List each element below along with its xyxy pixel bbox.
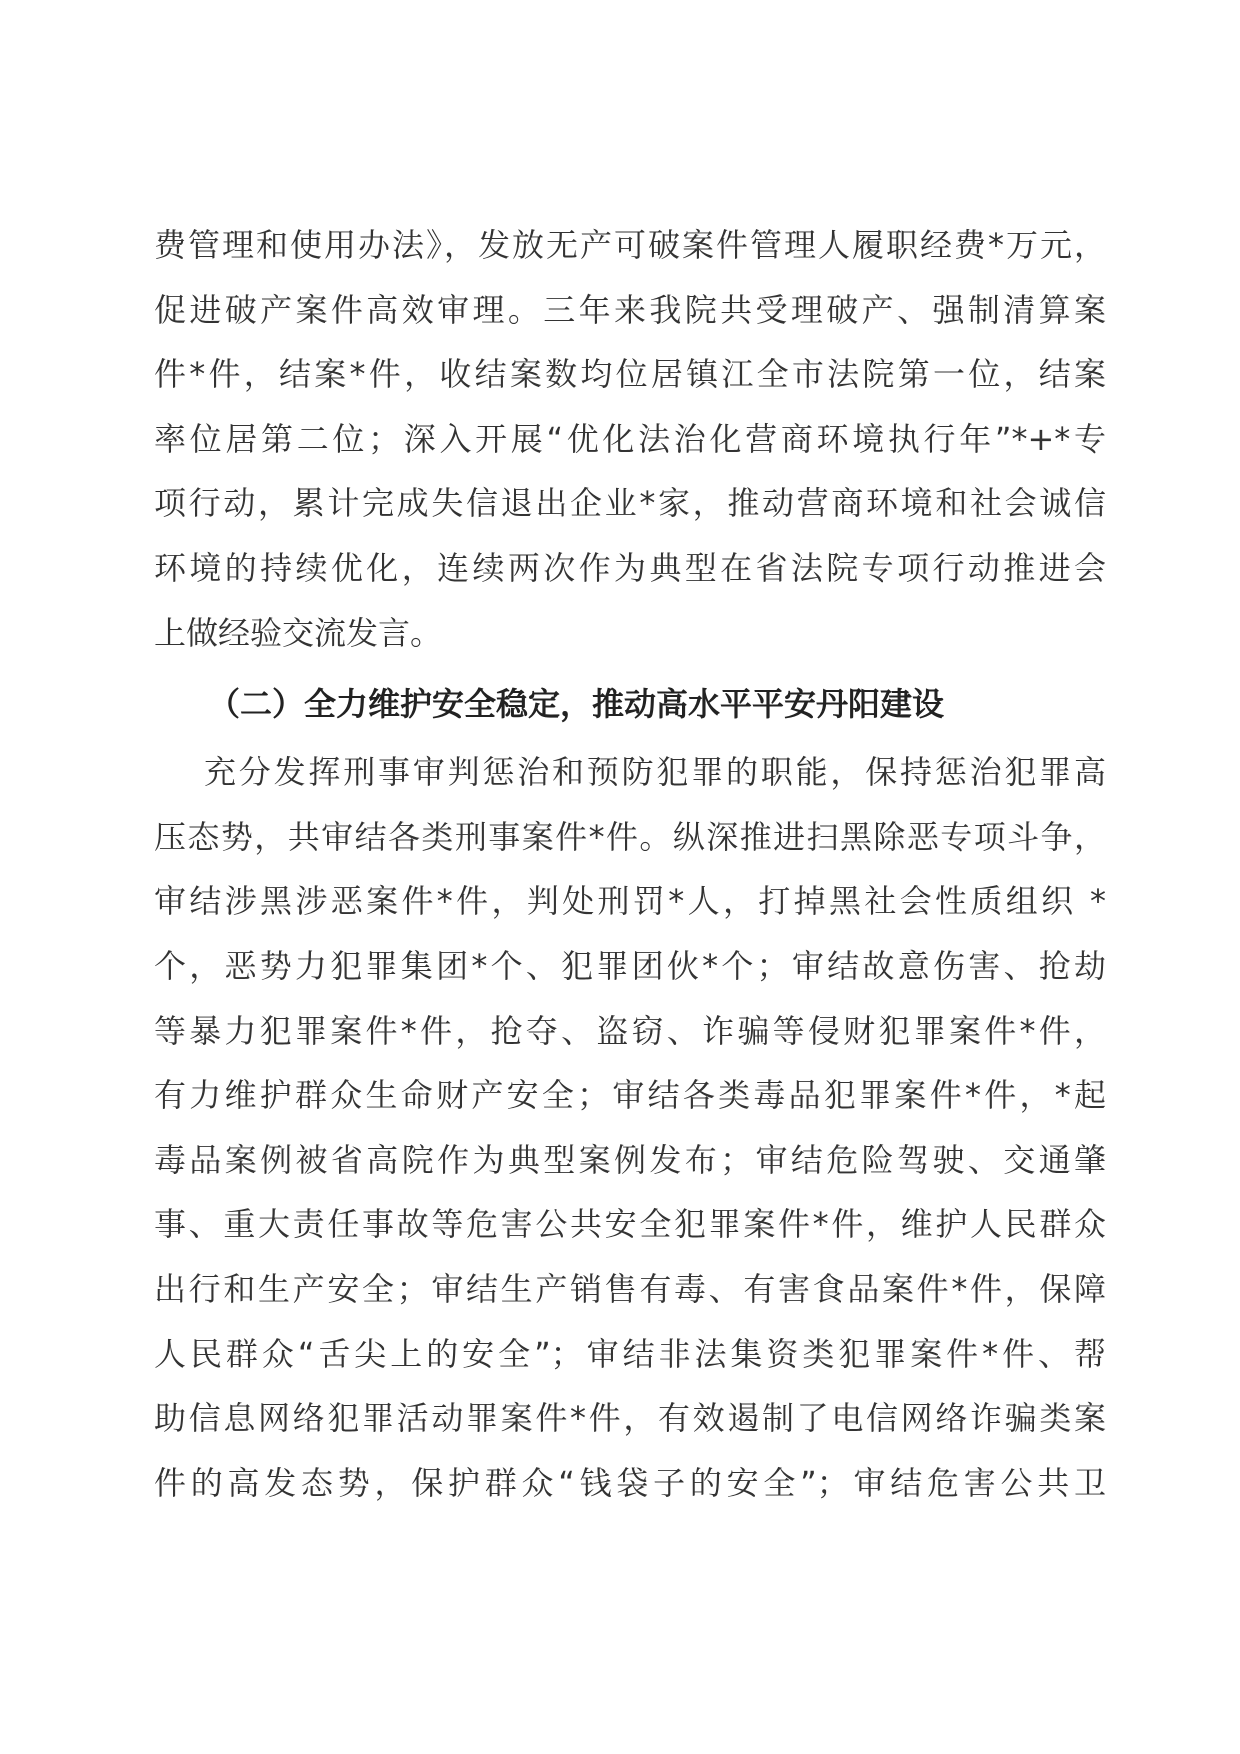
paragraph-line: 件*件，结案*件，收结案数均位居镇江全市法院第一位，结案 [154, 355, 1106, 394]
paragraph-line: 出行和生产安全；审结生产销售有毒、有害食品案件*件，保障 [154, 1269, 1106, 1308]
paragraph-line: 环境的持续优化，连续两次作为典型在省法院专项行动推进会 [154, 548, 1106, 587]
paragraph-line: 压态势，共审结各类刑事案件*件。纵深推进扫黑除恶专项斗争， [154, 817, 1106, 856]
paragraph-1 [154, 213, 1106, 665]
paragraph-line: 审结涉黑涉恶案件*件，判处刑罚*人，打掉黑社会性质组织 * [154, 882, 1106, 921]
paragraph-2 [154, 740, 1106, 1515]
paragraph-line: 充分发挥刑事审判惩治和预防犯罪的职能，保持惩治犯罪高 [204, 753, 1106, 792]
paragraph-line: 促进破产案件高效审理。三年来我院共受理破产、强制清算案 [154, 290, 1106, 329]
paragraph-line: 率位居第二位；深入开展“优化法治化营商环境执行年”*+*专 [154, 419, 1106, 458]
document-body [154, 213, 1106, 1515]
paragraph-line: 人民群众“舌尖上的安全”；审结非法集资类犯罪案件*件、帮 [154, 1334, 1106, 1373]
paragraph-line: 项行动，累计完成失信退出企业*家，推动营商环境和社会诚信 [154, 484, 1106, 523]
paragraph-line: 个，恶势力犯罪集团*个、犯罪团伙*个；审结故意伤害、抢劫 [154, 946, 1106, 985]
paragraph-line: 毒品案例被省高院作为典型案例发布；审结危险驾驶、交通肇 [154, 1140, 1106, 1179]
paragraph-line: 件的高发态势，保护群众“钱袋子的安全”；审结危害公共卫 [154, 1463, 1106, 1502]
paragraph-line: 有力维护群众生命财产安全；审结各类毒品犯罪案件*件，*起 [154, 1076, 1106, 1115]
paragraph-line: 上做经验交流发言。 [154, 613, 443, 652]
paragraph-line: 费管理和使用办法》，发放无产可破案件管理人履职经费*万元， [154, 226, 1106, 264]
paragraph-line: 助信息网络犯罪活动罪案件*件，有效遏制了电信网络诈骗类案 [154, 1399, 1106, 1438]
section-heading: （二）全力维护安全稳定，推动高水平平安丹阳建设 [208, 685, 945, 724]
paragraph-line: 事、重大责任事故等危害公共安全犯罪案件*件，维护人民群众 [154, 1205, 1106, 1244]
paragraph-line: 等暴力犯罪案件*件，抢夺、盗窃、诈骗等侵财犯罪案件*件， [154, 1011, 1106, 1050]
